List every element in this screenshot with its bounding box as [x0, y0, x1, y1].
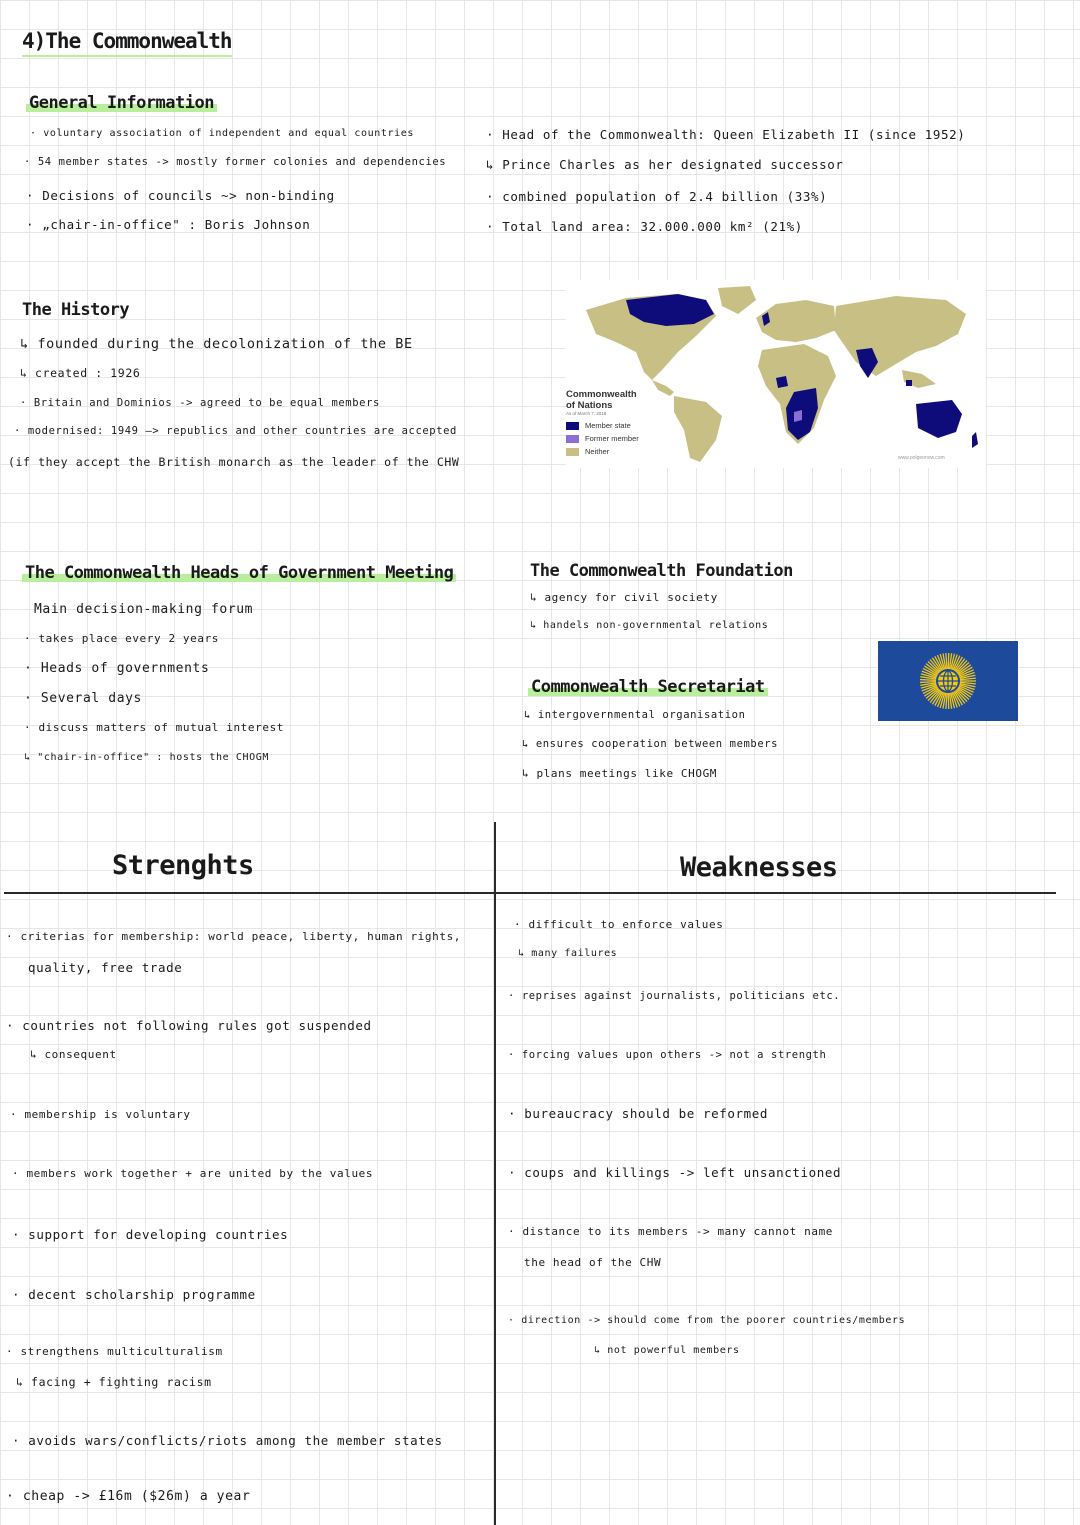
strengths-line-6: · members work together + are united by the values — [12, 1167, 374, 1180]
map-greenland — [718, 286, 756, 314]
strengths-line-2: quality, free trade — [28, 960, 183, 975]
strengths-line-5: · membership is voluntary — [10, 1108, 191, 1121]
secretariat-line-3: ↳ plans meetings like CHOGM — [522, 767, 718, 780]
general-line-1: · voluntary association of independent and equal countries — [30, 128, 414, 139]
history-line-2: ↳ created : 1926 — [20, 366, 141, 380]
weaknesses-line-8: the head of the CHW — [524, 1256, 662, 1269]
strengths-line-10: ↳ facing + fighting racism — [16, 1375, 212, 1389]
history-line-3: · Britain and Dominios -> agreed to be equal members — [20, 397, 380, 409]
commonwealth-emblem-icon — [918, 651, 978, 711]
meeting-line-4: · Several days — [24, 691, 142, 706]
title-underline — [22, 55, 232, 57]
history-line-5: (if they accept the British monarch as the leader of the CHW — [8, 455, 460, 469]
secretariat-heading: Commonwealth Secretariat — [528, 677, 768, 697]
general-right-2: ↳ Prince Charles as her designated successor — [486, 157, 844, 172]
emblem-ray — [920, 680, 936, 681]
legend-item — [566, 419, 639, 432]
strengths-line-12: · cheap -> £16m ($26m) a year — [6, 1489, 251, 1504]
general-right-3: · combined population of 2.4 billion (33%) — [486, 189, 828, 204]
legend-title-2: of Nations — [566, 400, 613, 411]
legend-swatch-member — [566, 422, 579, 430]
meeting-line-5: · discuss matters of mutual interest — [24, 721, 285, 734]
general-right-1: · Head of the Commonwealth: Queen Elizabeth II (since 1952) — [486, 127, 966, 142]
weaknesses-heading: Weaknesses — [680, 852, 838, 883]
strengths-line-8: · decent scholarship programme — [12, 1287, 256, 1302]
legend-label: Former member — [585, 434, 639, 443]
legend-item — [566, 432, 639, 445]
strengths-line-7: · support for developing countries — [12, 1227, 289, 1242]
strengths-line-4: ↳ consequent — [30, 1048, 117, 1061]
general-line-4: · „chair-in-office" : Boris Johnson — [26, 217, 311, 232]
general-line-3: · Decisions of councils ~> non-binding — [26, 188, 335, 203]
map-legend — [566, 389, 639, 458]
foundation-heading: The Commonwealth Foundation — [530, 561, 793, 581]
weaknesses-line-9: · direction -> should come from the poorer countries/members — [508, 1315, 906, 1326]
map-australia — [916, 400, 962, 438]
strengths-line-1: · criterias for membership: world peace, liberty, human rights, — [6, 930, 462, 943]
strengths-line-9: · strengthens multiculturalism — [6, 1345, 223, 1358]
meeting-heading: The Commonwealth Heads of Government Meeting — [22, 563, 456, 583]
meeting-line-1: Main decision-making forum — [34, 602, 254, 617]
legend-item — [566, 445, 639, 458]
general-heading: General Information — [26, 93, 217, 113]
legend-title-1: Commonwealth — [566, 389, 637, 400]
legend-label: Neither — [585, 447, 610, 456]
general-right-4: · Total land area: 32.000.000 km² (21%) — [486, 219, 803, 234]
history-line-4: · modernised: 1949 —> republics and other countries are accepted — [14, 425, 457, 437]
weaknesses-line-1: · difficult to enforce values — [514, 918, 724, 931]
emblem-ray — [920, 682, 936, 683]
secretariat-line-2: ↳ ensures cooperation between members — [522, 738, 779, 750]
table-horizontal-rule — [4, 892, 1056, 894]
legend-swatch-neither — [566, 448, 579, 456]
meeting-line-6: ↳ "chair-in-office" : hosts the CHOGM — [24, 752, 269, 763]
map-africa-former — [794, 410, 802, 422]
legend-label: Member state — [585, 421, 631, 430]
map-credit: www.polgeonow.com — [898, 455, 945, 461]
meeting-line-2: · takes place every 2 years — [24, 632, 220, 645]
legend-swatch-former — [566, 435, 579, 443]
weaknesses-line-10: ↳ not powerful members — [594, 1345, 740, 1356]
meeting-line-3: · Heads of governments — [24, 661, 210, 676]
weaknesses-line-6: · coups and killings -> left unsanctioned — [508, 1165, 842, 1180]
weaknesses-line-4: · forcing values upon others -> not a strength — [508, 1049, 827, 1061]
foundation-line-2: ↳ handels non-governmental relations — [530, 620, 769, 631]
map-new-zealand — [972, 432, 978, 448]
legend-date: As of March 7, 2018 — [566, 411, 607, 416]
strengths-heading: Strenghts — [112, 850, 254, 881]
map-asia — [834, 296, 966, 376]
map-central-america — [652, 380, 674, 396]
history-line-1: ↳ founded during the decolonization of the BE — [20, 336, 413, 352]
weaknesses-line-2: ↳ many failures — [518, 948, 618, 959]
strengths-line-11: · avoids wars/conflicts/riots among the member states — [12, 1433, 443, 1448]
secretariat-line-1: ↳ intergovernmental organisation — [524, 709, 746, 721]
map-malaysia — [906, 380, 912, 386]
weaknesses-line-3: · reprises against journalists, politicians etc. — [508, 990, 841, 1002]
commonwealth-flag — [878, 641, 1018, 721]
map-south-america — [674, 396, 722, 462]
weaknesses-line-7: · distance to its members -> many cannot name — [508, 1225, 834, 1238]
general-line-2: · 54 member states -> mostly former colonies and dependencies — [24, 156, 447, 168]
map-nigeria — [776, 376, 788, 388]
foundation-line-1: ↳ agency for civil society — [530, 591, 718, 604]
strengths-line-3: · countries not following rules got suspended — [6, 1018, 372, 1033]
table-vertical-rule — [494, 822, 496, 1525]
page-title: 4)The Commonwealth — [22, 29, 232, 53]
history-heading: The History — [22, 300, 130, 320]
weaknesses-line-5: · bureaucracy should be reformed — [508, 1106, 769, 1121]
